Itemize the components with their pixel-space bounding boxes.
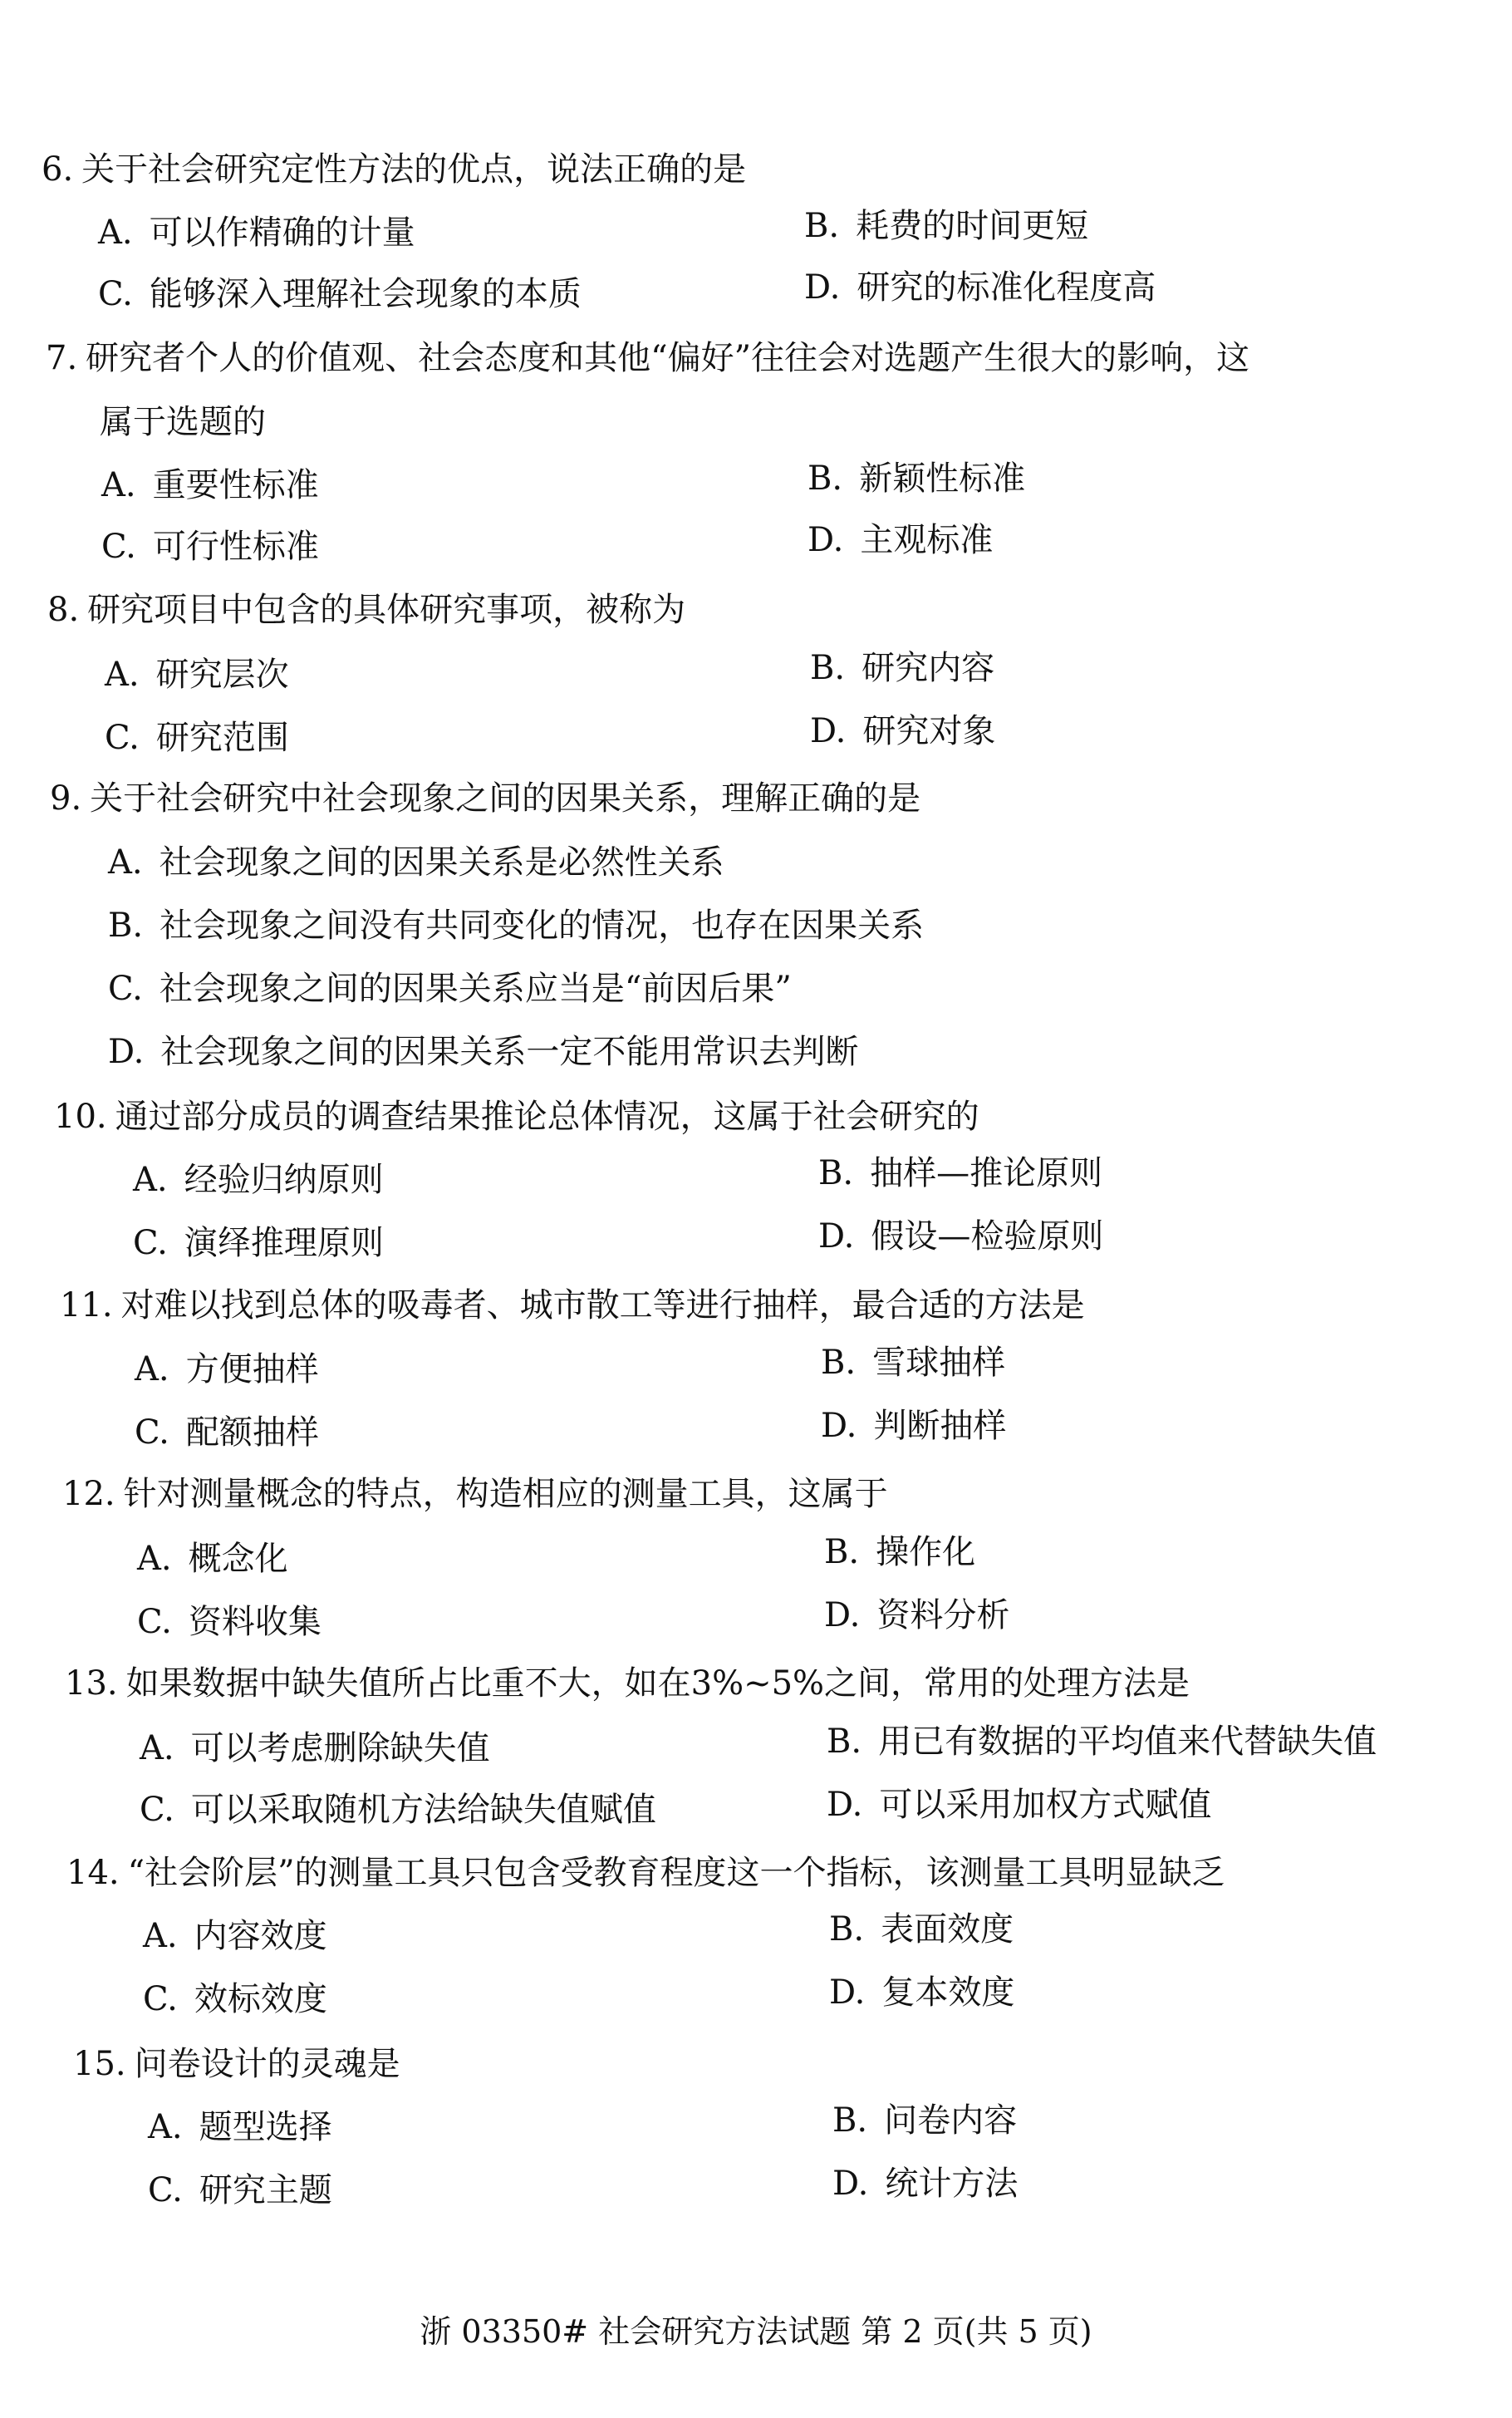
option-c: C. 研究范围 xyxy=(105,719,289,757)
question-number: 7. xyxy=(46,339,78,377)
option-c: C. 可行性标准 xyxy=(101,528,319,566)
question-12 xyxy=(62,1472,888,1516)
option-c: C. 演绎推理原则 xyxy=(133,1224,384,1262)
option-b: B. 表面效度 xyxy=(829,1910,1014,1949)
option-d: D. 可以采用加权方式赋值 xyxy=(827,1786,1212,1824)
option-b: B. 研究内容 xyxy=(810,649,995,687)
option-a: A. 题型选择 xyxy=(148,2108,332,2146)
option-b: B. 抽样—推论原则 xyxy=(818,1154,1103,1192)
option-a: A. 内容效度 xyxy=(143,1917,327,1955)
option-c: C. 能够深入理解社会现象的本质 xyxy=(98,275,582,313)
option-b: B. 用已有数据的平均值来代替缺失值 xyxy=(827,1723,1377,1761)
option-d: D. 假设—检验原则 xyxy=(818,1217,1104,1256)
question-stem-line2: 属于选题的 xyxy=(100,403,266,441)
option-b: B. 新颖性标准 xyxy=(808,460,1026,498)
question-stem: 问卷设计的灵魂是 xyxy=(134,2045,400,2083)
option-c: C. 效标效度 xyxy=(143,1980,327,2018)
question-stem: “社会阶层”的测量工具只包含受教育程度这一个指标，该测量工具明显缺乏 xyxy=(127,1854,1225,1892)
option-a: A. 研究层次 xyxy=(105,656,289,694)
question-number: 15. xyxy=(73,2045,126,2083)
question-number: 12. xyxy=(62,1475,115,1513)
question-13 xyxy=(65,1662,1190,1705)
option-b: B. 雪球抽样 xyxy=(821,1344,1006,1382)
question-14 xyxy=(66,1851,1225,1895)
option-c: C. 社会现象之间的因果关系应当是“前因后果” xyxy=(108,970,792,1008)
question-7-continued xyxy=(100,401,266,444)
question-number: 9. xyxy=(50,779,82,818)
option-b: B. 社会现象之间没有共同变化的情况，也存在因果关系 xyxy=(108,907,925,945)
question-number: 10. xyxy=(54,1098,107,1136)
option-c: C. 可以采取随机方法给缺失值赋值 xyxy=(140,1791,656,1829)
question-stem: 如果数据中缺失值所占比重不大，如在3%~5%之间，常用的处理方法是 xyxy=(125,1664,1190,1703)
option-a: A. 方便抽样 xyxy=(135,1350,319,1388)
option-a: A. 概念化 xyxy=(137,1540,288,1578)
question-6 xyxy=(42,148,746,191)
question-15 xyxy=(73,2042,400,2086)
question-number: 11. xyxy=(60,1286,113,1324)
option-d: D. 判断抽样 xyxy=(821,1407,1007,1445)
option-d: D. 复本效度 xyxy=(829,1973,1015,2012)
question-stem: 关于社会研究中社会现象之间的因果关系，理解正确的是 xyxy=(90,779,921,818)
question-10 xyxy=(54,1095,979,1138)
option-b: B. 问卷内容 xyxy=(832,2101,1018,2140)
option-c: C. 配额抽样 xyxy=(135,1413,319,1452)
question-9 xyxy=(50,777,920,820)
question-number: 8. xyxy=(47,591,80,629)
option-c: C. 研究主题 xyxy=(148,2171,332,2209)
option-c: C. 资料收集 xyxy=(137,1603,322,1641)
option-d: D. 统计方法 xyxy=(832,2165,1019,2203)
question-stem: 针对测量概念的特点，构造相应的测量工具，这属于 xyxy=(123,1475,888,1513)
option-b: B. 耗费的时间更短 xyxy=(804,207,1089,245)
question-7 xyxy=(46,337,1249,380)
option-d: D. 社会现象之间的因果关系一定不能用常识去判断 xyxy=(108,1033,859,1071)
question-stem: 研究者个人的价值观、社会态度和其他“偏好”往往会对选题产生很大的影响，这 xyxy=(86,339,1250,377)
question-stem: 通过部分成员的调查结果推论总体情况，这属于社会研究的 xyxy=(115,1098,979,1136)
option-a: A. 可以考虑删除缺失值 xyxy=(140,1729,490,1767)
option-b: B. 操作化 xyxy=(824,1533,976,1571)
option-d: D. 主观标准 xyxy=(808,521,994,559)
question-number: 14. xyxy=(66,1854,120,1892)
option-d: D. 资料分析 xyxy=(824,1596,1010,1634)
question-number: 13. xyxy=(65,1664,118,1703)
question-stem: 对难以找到总体的吸毒者、城市散工等进行抽样，最合适的方法是 xyxy=(120,1286,1085,1324)
page-footer: 浙 03350# 社会研究方法试题 第 2 页(共 5 页) xyxy=(420,2313,1092,2350)
question-stem: 关于社会研究定性方法的优点，说法正确的是 xyxy=(81,150,747,189)
option-d: D. 研究对象 xyxy=(810,712,996,750)
question-8 xyxy=(47,588,685,632)
question-number: 6. xyxy=(42,150,74,189)
question-stem: 研究项目中包含的具体研究事项，被称为 xyxy=(87,591,686,629)
question-11 xyxy=(60,1284,1085,1327)
option-a: A. 经验归纳原则 xyxy=(133,1161,384,1199)
option-a: A. 重要性标准 xyxy=(101,466,319,504)
option-a: A. 社会现象之间的因果关系是必然性关系 xyxy=(108,843,724,882)
option-d: D. 研究的标准化程度高 xyxy=(804,268,1156,307)
option-a: A. 可以作精确的计量 xyxy=(98,214,415,252)
